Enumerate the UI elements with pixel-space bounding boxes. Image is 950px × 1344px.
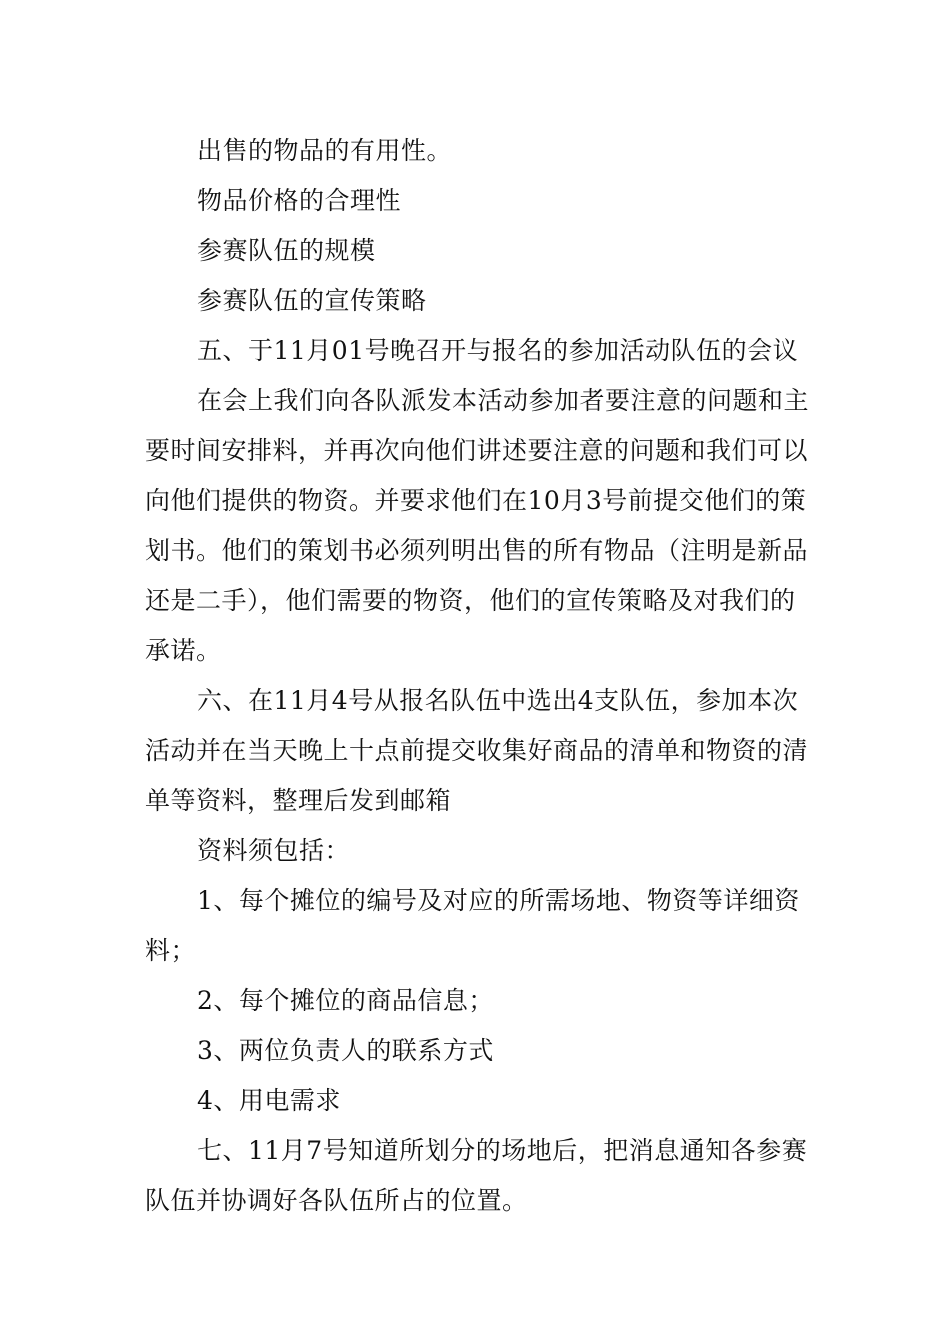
list-item-product-info: 2、每个摊位的商品信息； [197, 986, 494, 1015]
list-item-contact-info: 3、两位负责人的联系方式 [197, 1036, 494, 1065]
paragraph-usefulness: 出售的物品的有用性。 [197, 136, 453, 165]
paragraph-section-seven: 七、11月7号知道所划分的场地后，把消息通知各参赛队伍并协调好各队伍所占的位置。 [145, 1136, 808, 1215]
paragraph-section-six: 六、在11月4号从报名队伍中选出4支队伍，参加本次活动并在当天晚上十点前提交收集好商品的清单和物资的清单等资料，整理后发到邮箱 [145, 686, 809, 815]
list-item-booth-number: 1、每个摊位的编号及对应的所需场地、物资等详细资料； [145, 886, 800, 965]
paragraph-materials-heading: 资料须包括： [197, 836, 351, 865]
paragraph-section-five: 五、于11月01号晚召开与报名的参加活动队伍的会议 [197, 336, 799, 365]
paragraph-team-promotion: 参赛队伍的宣传策略 [197, 286, 427, 315]
document-body [145, 126, 809, 1226]
paragraph-team-scale: 参赛队伍的规模 [197, 236, 376, 265]
paragraph-meeting-details: 在会上我们向各队派发本活动参加者要注意的问题和主要时间安排料，并再次向他们讲述要注意的问题和我们可以向他们提供的物资。并要求他们在10月3号前提交他们的策划书。他们的策划书必须列明出售的所有物品（注明是新品还是二手），他们需要的物资，他们的宣传策略及对我们的承诺。 [145, 386, 810, 665]
list-item-power-needs: 4、用电需求 [197, 1086, 341, 1115]
paragraph-price-reasonableness: 物品价格的合理性 [197, 186, 402, 215]
